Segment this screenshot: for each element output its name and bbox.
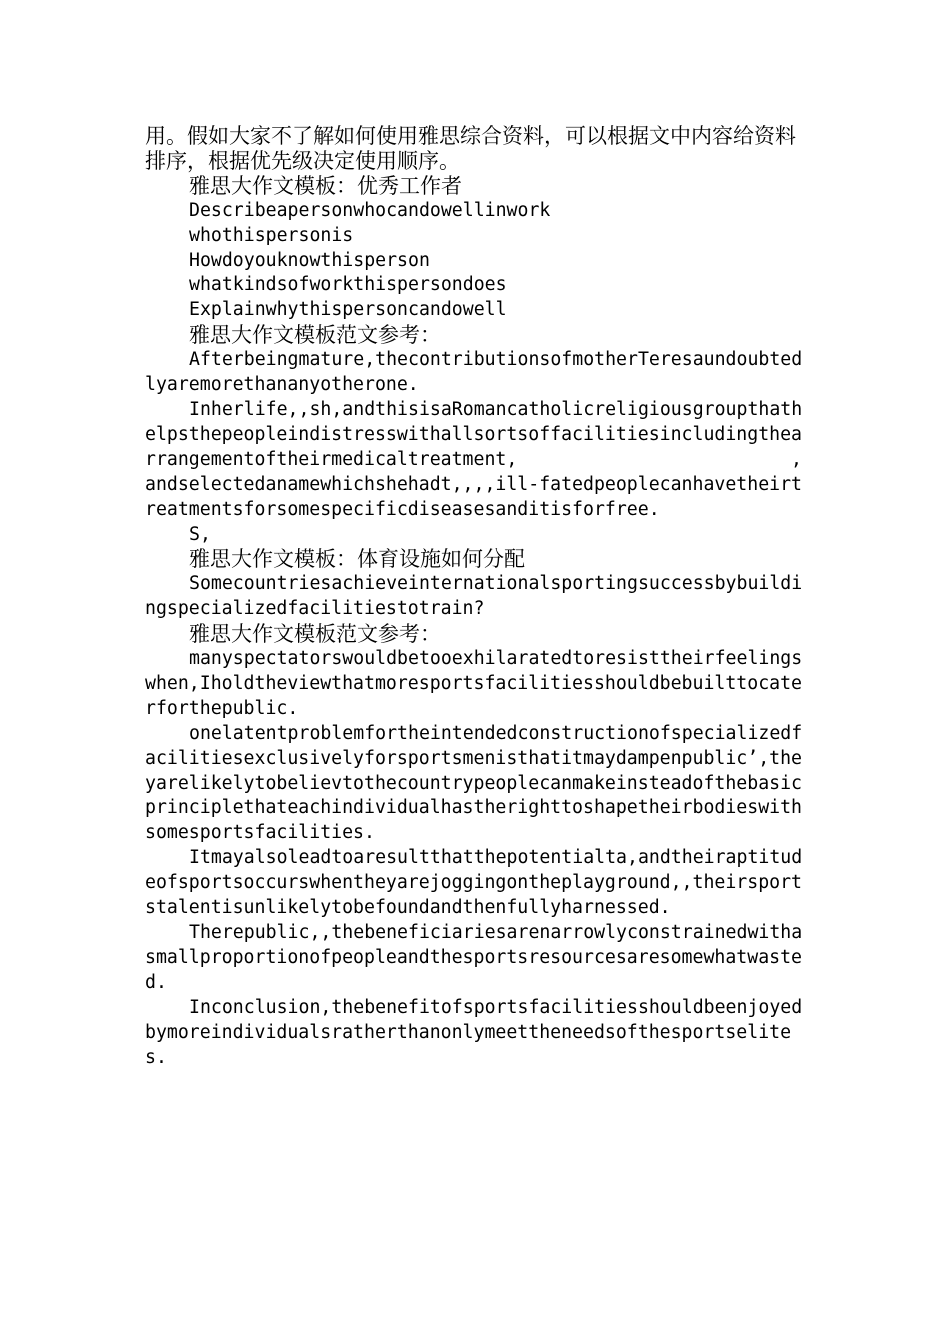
essay-2-conclusion: Inconclusion,thebenefitofsportsfacilitiesshouldbeenjoyedbymoreindividualsratherthanonlymeettheneedsofthesportselites. [145,996,803,1068]
essay-2-paragraph-3: Itmayalsoleadtoaresultthatthepotentialta,andtheiraptitudeofsportsoccurswhentheyarejoggingontheplayground,,theirsportstalentisunlikelytobefoundandthenfullyharnessed. [145,847,803,919]
essay-2-paragraph-1: manyspectatorswouldbetooexhilaratedtoresisttheirfeelingswhen,Iholdtheviewthatmoresportsfacilitiesshouldbebuilttocaterforthepublic. [145,648,803,719]
prompt-line-1: Describeapersonwhocandowellinwork [189,199,551,221]
essay-2-paragraph-2: onelatentproblemfortheintendedconstructionofspecializedfacilitiesexclusivelyforsportsmenisthatitmaydampenpublic’,theyarelikelytobelievtothecountrypeoplecanmakeinsteadofthebasicprinciplethateachindividualhastherighttoshapetheirbodieswithsomesportsfacilities. [145,722,803,844]
essay-1-paragraph-1: Afterbeingmature,thecontributionsofmotherTeresaundoubtedlyaremorethananyotherone. [145,349,803,396]
heading-sports-facilities: 雅思大作文模板：体育设施如何分配 [189,547,525,572]
prompt-line-5: Explainwhythispersoncandowell [189,299,507,321]
prompt-line-4: whatkindsofworkthispersondoes [189,274,507,296]
essay-2-paragraph-4: Therepublic,,thebeneficiariesarenarrowlyconstrainedwithasmallproportionofpeopleandthesportsresourcesaresomewhatwasted. [145,922,803,993]
essay-1-paragraph-2: Inherlife,,sh,andthisisaRomancatholicreligiousgroupthathelpsthepeopleindistresswithallsortsoffacilitiesincludingthearrangementoftheirmedicaltreatment, ,andselectedanamewhichshehadt,,,,ill-fatedpeoplecanhavetheirtreatmentsforsomespecificdiseasesanditisforfree. [145,398,803,520]
prompt-sports: Somecountriesachieveinternationalsportingsuccessbybuildingspecializedfacilitiestotrain? [145,573,803,620]
heading-sample-essay-1: 雅思大作文模板范文参考： [189,323,441,348]
heading-excellent-worker: 雅思大作文模板：优秀工作者 [189,173,462,198]
essay-1-paragraph-3: S, [189,523,211,545]
document-body [145,124,810,1070]
prompt-line-3: Howdoyouknowthisperson [189,249,430,271]
prompt-line-2: whothispersonis [189,224,354,246]
heading-sample-essay-2: 雅思大作文模板范文参考： [189,622,441,647]
paragraph-intro: 用。假如大家不了解如何使用雅思综合资料，可以根据文中内容给资料排序，根据优先级决定使用顺序。 [145,124,796,173]
